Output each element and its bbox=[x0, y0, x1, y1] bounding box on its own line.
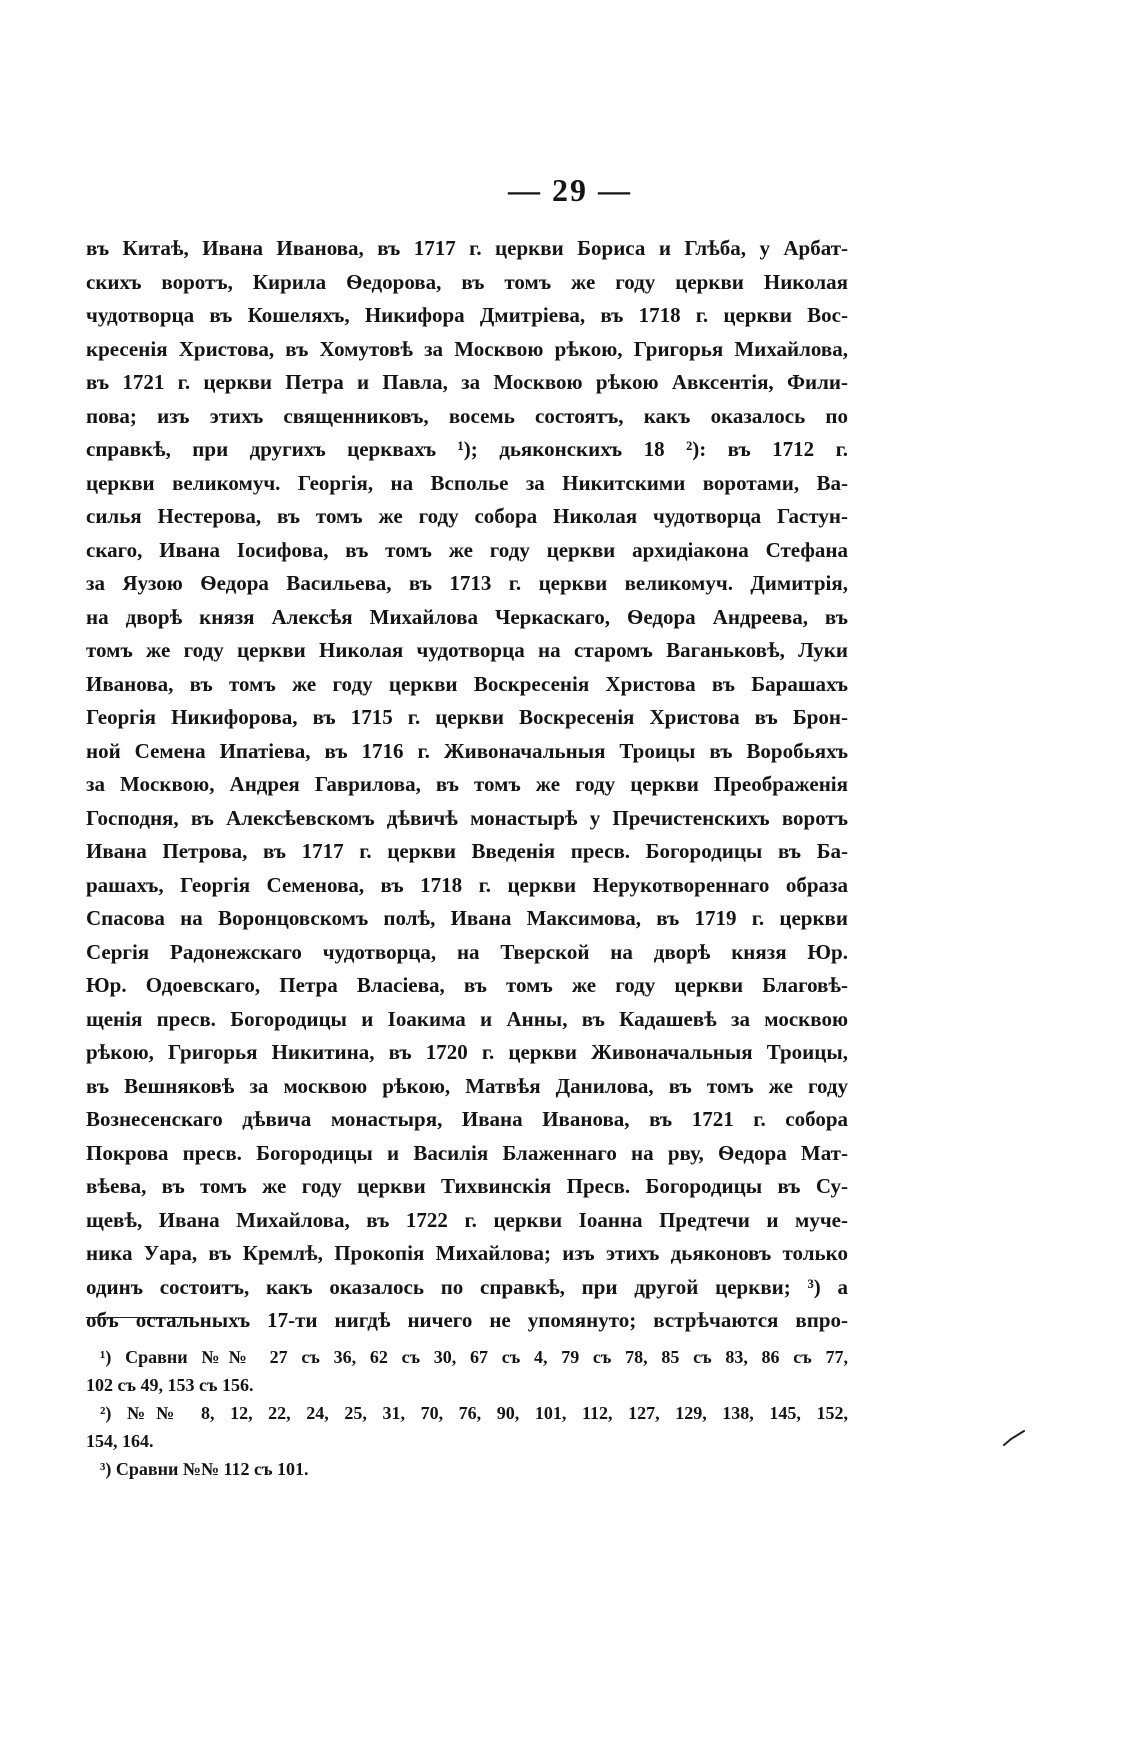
text-line: Спасова на Воронцовскомъ полѣ, Ивана Максимова, въ 1719 г. церкви bbox=[86, 906, 848, 930]
text-line: церкви великомуч. Георгія, на Всполье за Никитскими воротами, Ва- bbox=[86, 470, 848, 495]
text-line: щевѣ, Ивана Михайлова, въ 1722 г. церкви Іоанна Предтечи и муче- bbox=[86, 1207, 848, 1232]
text-line: щенія пресв. Богородицы и Іоакима и Анны, въ Кадашевѣ за москвою bbox=[86, 1006, 848, 1031]
text-line: Георгія Никифорова, въ 1715 г. церкви Воскресенія Христова въ Брон- bbox=[86, 705, 848, 729]
footnote-line: ³) Сравни №№ 112 съ 101. bbox=[100, 1459, 309, 1479]
text-line: Вознесенскаго дѣвича монастыря, Ивана Иванова, въ 1721 г. собора bbox=[86, 1107, 848, 1131]
text-line: за Яузою Ѳедора Васильева, въ 1713 г. церкви великомуч. Димитрія, bbox=[86, 571, 848, 595]
text-line: чудотворца въ Кошеляхъ, Никифора Дмитріева, въ 1718 г. церкви Вос- bbox=[86, 303, 848, 327]
text-line: скихъ воротъ, Кирила Ѳедорова, въ томъ же году церкви Николая bbox=[86, 269, 848, 294]
text-line: въ 1721 г. церкви Петра и Павла, за Москвою рѣкою Авксентія, Фили- bbox=[86, 370, 848, 394]
text-line: рѣкою, Григорья Никитина, въ 1720 г. церкви Живоначальныя Троицы, bbox=[86, 1040, 848, 1064]
footnote-line: 102 съ 49, 153 съ 156. bbox=[86, 1375, 254, 1395]
text-line: объ остальныхъ 17-ти нигдѣ ничего не упомянуто; встрѣчаются впро- bbox=[86, 1308, 848, 1332]
text-line: Ивана Петрова, въ 1717 г. церкви Введенія пресв. Богородицы въ Ба- bbox=[86, 839, 848, 863]
text-line: кресенія Христова, въ Хомутовѣ за Москвою рѣкою, Григорья Михайлова, bbox=[86, 336, 848, 361]
text-line: скаго, Ивана Іосифова, въ томъ же году церкви архидіакона Стефана bbox=[86, 537, 848, 562]
footnote-separator bbox=[86, 1317, 193, 1318]
text-line: рашахъ, Георгія Семенова, въ 1718 г. церкви Нерукотвореннаго образа bbox=[86, 872, 848, 897]
body-text bbox=[86, 232, 848, 1338]
page-number: — 29 — bbox=[508, 172, 632, 208]
footnote-line: ¹) Сравни №№ 27 съ 36, 62 съ 30, 67 съ 4, 79 съ 78, 85 съ 83, 86 съ 77, bbox=[100, 1347, 848, 1367]
text-line: въ Китаѣ, Ивана Иванова, въ 1717 г. церкви Бориса и Глѣба, у Арбат- bbox=[86, 236, 848, 260]
text-line: томъ же году церкви Николая чудотворца на старомъ Ваганьковѣ, Луки bbox=[86, 638, 848, 662]
text-line: Сергія Радонежскаго чудотворца, на Тверской на дворѣ князя Юр. bbox=[86, 939, 848, 964]
text-line: ной Семена Ипатіева, въ 1716 г. Живоначальныя Троицы въ Воробьяхъ bbox=[86, 738, 848, 763]
text-line: Покрова пресв. Богородицы и Василія Блаженнаго на рву, Ѳедора Мат- bbox=[86, 1140, 848, 1165]
text-line: справкѣ, при другихъ церквахъ ¹); дьяконскихъ 18 ²): въ 1712 г. bbox=[86, 437, 848, 461]
text-line: Господня, въ Алексѣевскомъ дѣвичѣ монастырѣ у Пречистенскихъ воротъ bbox=[86, 805, 848, 830]
text-line: на дворѣ князя Алексѣя Михайлова Черкаскаго, Ѳедора Андреева, въ bbox=[86, 604, 848, 629]
footnote-line: 154, 164. bbox=[86, 1431, 154, 1451]
footnotes bbox=[86, 1343, 848, 1483]
text-line: въ Вешняковѣ за москвою рѣкою, Матвѣя Данилова, въ томъ же году bbox=[86, 1073, 848, 1098]
ink-mark bbox=[1003, 1430, 1025, 1446]
footnote-line: ²) №№ 8, 12, 22, 24, 25, 31, 70, 76, 90, 101, 112, 127, 129, 138, 145, 152, bbox=[100, 1403, 848, 1423]
text-line: Юр. Одоевскаго, Петра Власіева, въ томъ же году церкви Благовѣ- bbox=[86, 973, 848, 997]
text-line: Иванова, въ томъ же году церкви Воскресенія Христова въ Барашахъ bbox=[86, 671, 848, 696]
text-line: одинъ состоитъ, какъ оказалось по справкѣ, при другой церкви; ³) а bbox=[86, 1274, 848, 1299]
text-line: силья Нестерова, въ томъ же году собора Николая чудотворца Гастун- bbox=[86, 504, 848, 528]
text-line: ника Уара, въ Кремлѣ, Прокопія Михайлова; изъ этихъ дьяконовъ только bbox=[86, 1241, 848, 1265]
text-line: пова; изъ этихъ священниковъ, восемь состоятъ, какъ оказалось по bbox=[86, 403, 848, 428]
text-line: вѣева, въ томъ же году церкви Тихвинскія Пресв. Богородицы въ Су- bbox=[86, 1174, 848, 1198]
text-line: за Москвою, Андрея Гаврилова, въ томъ же году церкви Преображенія bbox=[86, 772, 848, 796]
